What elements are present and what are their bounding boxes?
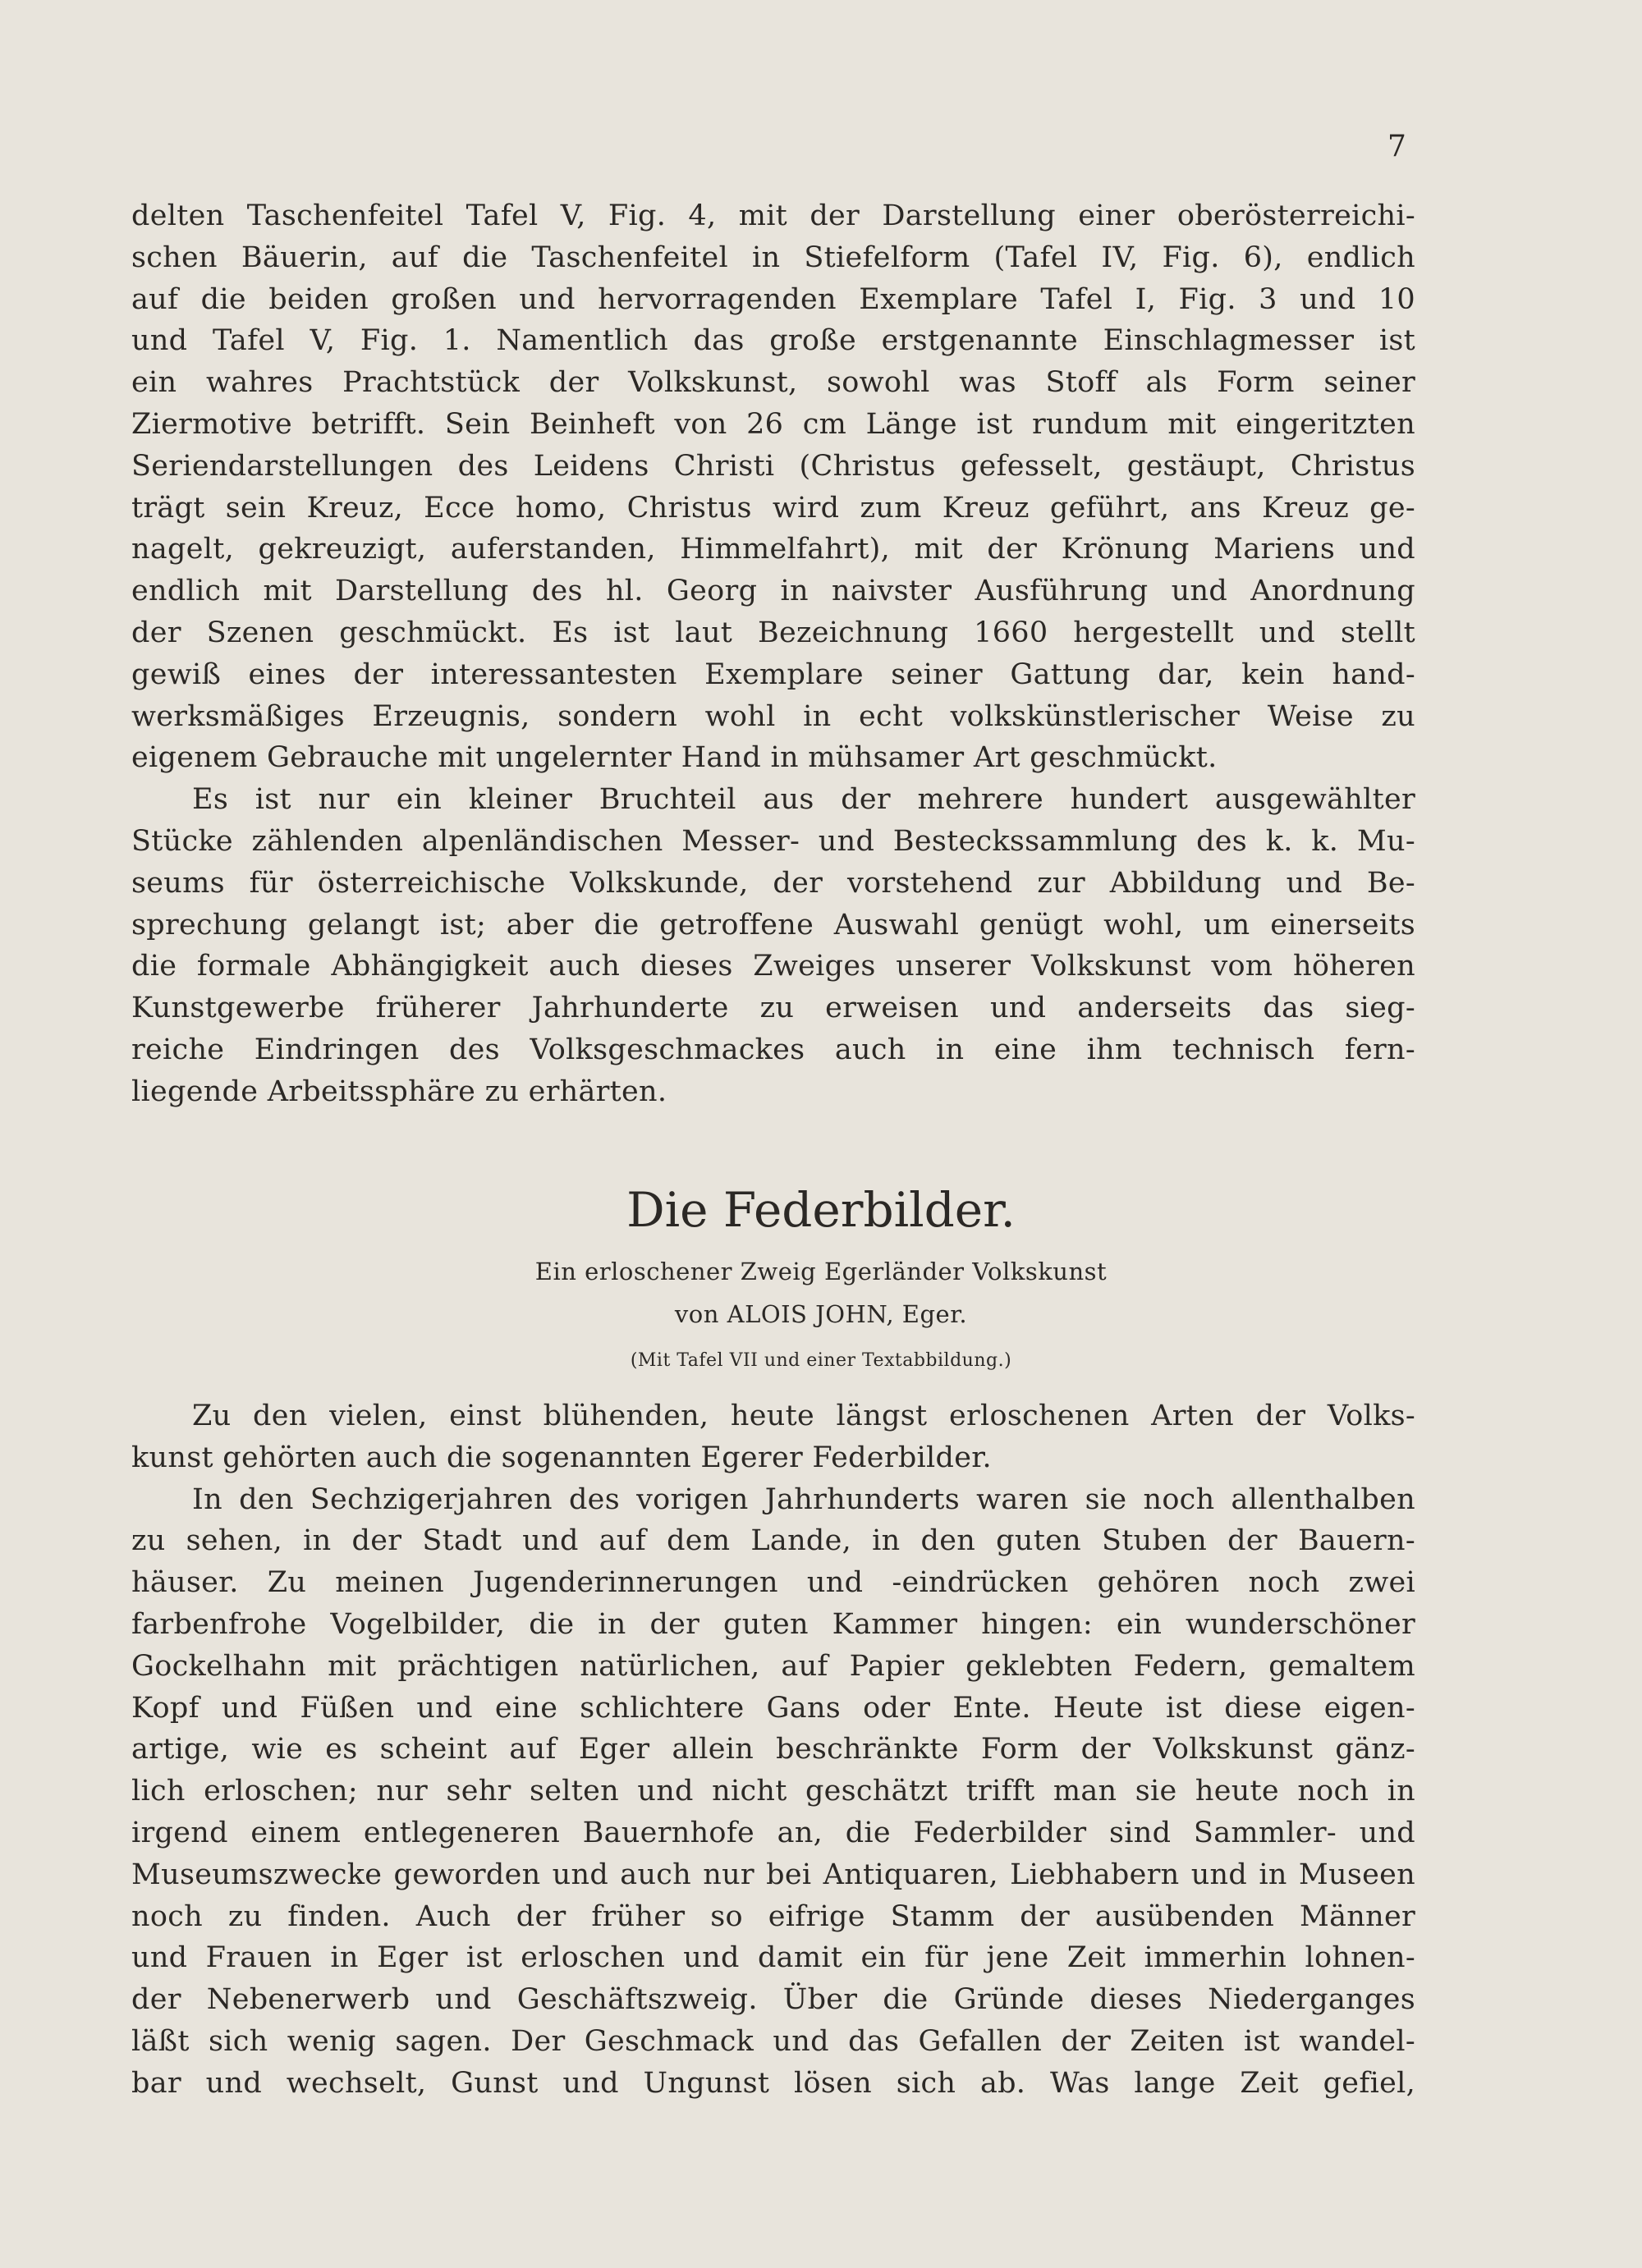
text-line: liegende Arbeitssphäre zu erhärten. [131,1074,667,1108]
text-line: zu sehen, in der Stadt und auf dem Lande, in den guten Stuben der Bauern- [131,1524,1415,1558]
text-line: artige, wie es scheint auf Eger allein beschränkte Form der Volkskunst gänz- [131,1733,1415,1766]
text-line: Gockelhahn mit prächtigen natürlichen, auf Papier geklebten Federn, gemaltem [131,1649,1415,1683]
text-line: Zu den vielen, einst blühenden, heute längst erloschenen Arten der Volks- [192,1400,1415,1432]
text-line: Es ist nur ein kleiner Bruchteil aus der mehrere hundert ausgewählter [192,783,1415,817]
text-line: seums für österreichische Volkskunde, der vorstehend zur Abbildung und Be- [131,866,1415,900]
text-line: Seriendarstellungen des Leidens Christi (Christus gefesselt, gestäupt, Christus [131,449,1415,483]
text-line: auf die beiden großen und hervorragenden Exemplare Tafel I, Fig. 3 und 10 [131,282,1415,316]
text-block-federbilder [131,1395,1415,2105]
text-line: kunst gehörten auch die sogenannten Egerer Federbilder. [131,1441,992,1474]
text-line: In den Sechzigerjahren des vorigen Jahrhunderts waren sie noch allenthalben [192,1482,1415,1516]
text-line: nagelt, gekreuzigt, auferstanden, Himmelfahrt), mit der Krönung Mariens und [131,533,1415,566]
text-line: reiche Eindringen des Volksgeschmackes auch in eine ihm technisch fern- [131,1033,1415,1066]
text-line: Kopf und Füßen und eine schlichtere Gans oder Ente. Heute ist diese eigen- [131,1691,1415,1725]
text-line: die formale Abhängigkeit auch dieses Zweiges unserer Volkskunst vom höheren [131,950,1415,983]
article-note: (Mit Tafel VII und einer Textabbildung.) [630,1350,1012,1371]
text-line: endlich mit Darstellung des hl. Georg in naivster Ausführung und Anordnung [131,575,1415,608]
text-line: läßt sich wenig sagen. Der Geschmack und das Gefallen der Zeiten ist wandel- [131,2024,1415,2058]
text-line: werksmäßiges Erzeugnis, sondern wohl in echt volkskünstlerischer Weise zu [131,699,1415,733]
text-line: Ziermotive betrifft. Sein Beinheft von 26 cm Länge ist rundum mit eingeritzten [131,407,1415,441]
text-line: Museumszwecke geworden und auch nur bei Antiquaren, Liebhabern und in Museen [131,1858,1415,1891]
text-block-knife-collection [131,195,1415,1113]
text-line: delten Taschenfeitel Tafel V, Fig. 4, mit der Darstellung einer oberösterreichi- [131,199,1415,232]
text-line: irgend einem entlegeneren Bauernhofe an, die Federbilder sind Sammler- und [131,1816,1415,1849]
text-line: häuser. Zu meinen Jugenderinnerungen und -eindrücken gehören noch zwei [131,1566,1415,1600]
text-line: farbenfrohe Vogelbilder, die in der guten Kammer hingen: ein wunderschöner [131,1607,1415,1641]
text-line: Kunstgewerbe früherer Jahrhunderte zu erweisen und anderseits das sieg- [131,992,1415,1025]
text-line: eigenem Gebrauche mit ungelernter Hand in mühsamer Art geschmückt. [131,741,1218,775]
text-line: trägt sein Kreuz, Ecce homo, Christus wird zum Kreuz geführt, ans Kreuz ge- [131,491,1415,525]
text-line: sprechung gelangt ist; aber die getroffene Auswahl genügt wohl, um einerseits [131,908,1415,942]
text-line: lich erloschen; nur sehr selten und nicht geschätzt trifft man sie heute noch in [131,1775,1415,1808]
page-number: 7 [1387,130,1406,163]
text-line: gewiß eines der interessantesten Exemplare seiner Gattung dar, kein hand- [131,657,1415,691]
text-line: der Szenen geschmückt. Es ist laut Bezeichnung 1660 hergestellt und stellt [131,616,1415,649]
text-line: schen Bäuerin, auf die Taschenfeitel in Stiefelform (Tafel IV, Fig. 6), endlich [131,241,1415,274]
article-subtitle: Ein erloschener Zweig Egerländer Volkskunst [534,1258,1108,1285]
text-line: noch zu finden. Auch der früher so eifrige Stamm der ausübenden Männer [131,1899,1415,1933]
text-line: Stücke zählenden alpenländischen Messer- und Besteckssammlung des k. k. Mu- [131,824,1415,858]
text-line: ein wahres Prachtstück der Volkskunst, sowohl was Stoff als Form seiner [131,366,1415,400]
text-line: und Frauen in Eger ist erloschen und damit ein für jene Zeit immerhin lohnen- [131,1941,1415,1975]
article-byline: von ALOIS JOHN, Eger. [674,1300,968,1328]
text-line: und Tafel V, Fig. 1. Namentlich das große erstgenannte Einschlagmesser ist [131,324,1415,358]
text-line: bar und wechselt, Gunst und Ungunst lösen sich ab. Was lange Zeit gefiel, [131,2066,1415,2100]
article-title: Die Federbilder. [626,1182,1016,1238]
text-line: der Nebenerwerb und Geschäftszweig. Über die Gründe dieses Niederganges [131,1983,1415,2017]
